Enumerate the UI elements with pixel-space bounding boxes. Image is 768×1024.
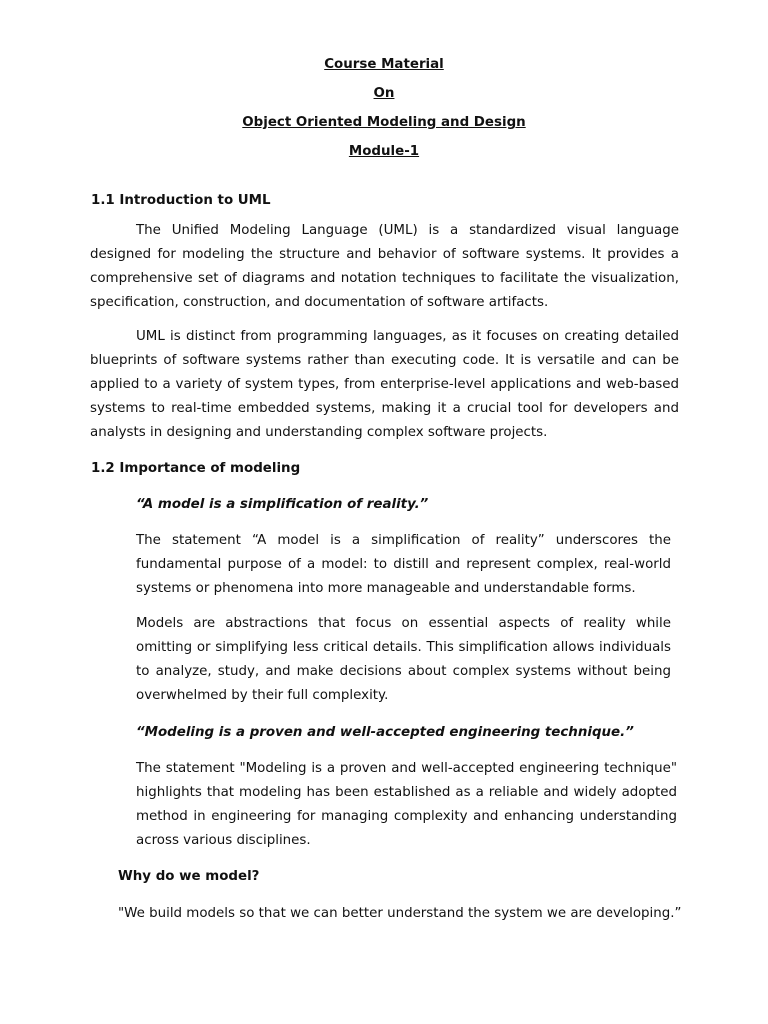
paragraph-model-statement: The statement “A model is a simplification of reality” underscores the fundamental purpose of a model: to distill and represent complex, real-world systems or phenomena into more manageable and understandable forms. bbox=[136, 533, 671, 596]
section-heading-intro-uml: 1.1 Introduction to UML bbox=[91, 193, 271, 208]
paragraph-uml-distinct: UML is distinct from programming languages, as it focuses on creating detailed blueprints of software systems rather than executing code. It is versatile and can be applied to a variety of system types, from enterprise-level applications and web-based systems to real-time embedded systems, making it a crucial tool for developers and analysts in designing and understanding complex software projects. bbox=[90, 329, 679, 440]
section-heading-importance-modeling: 1.2 Importance of modeling bbox=[91, 461, 301, 476]
title-module: Module-1 bbox=[348, 144, 420, 159]
heading-why-model: Why do we model? bbox=[118, 869, 260, 884]
paragraph-modeling-statement: The statement "Modeling is a proven and well-accepted engineering technique" highlights that modeling has been established as a reliable and widely adopted method in engineering for managing complexity and enhancing understanding across various disciplines. bbox=[136, 761, 677, 848]
quote-modeling-proven: “Modeling is a proven and well-accepted engineering technique.” bbox=[136, 725, 634, 740]
title-on: On bbox=[373, 86, 395, 101]
paragraph-models-abstractions: Models are abstractions that focus on essential aspects of reality while omitting or simplifying less critical details. This simplification allows individuals to analyze, study, and make decisions about complex systems without being overwhelmed by their full complexity. bbox=[136, 616, 671, 703]
quote-model-simplification: “A model is a simplification of reality.” bbox=[136, 497, 429, 512]
title-course-material: Course Material bbox=[324, 57, 444, 72]
title-course-name: Object Oriented Modeling and Design bbox=[242, 115, 526, 130]
statement-why-model: "We build models so that we can better understand the system we are developing.” bbox=[118, 906, 682, 921]
paragraph-uml-definition: The Unified Modeling Language (UML) is a standardized visual language designed for modeling the structure and behavior of software systems. It provides a comprehensive set of diagrams and notation techniques to facilitate the visualization, specification, construction, and documentation of software artifacts. bbox=[90, 223, 679, 310]
